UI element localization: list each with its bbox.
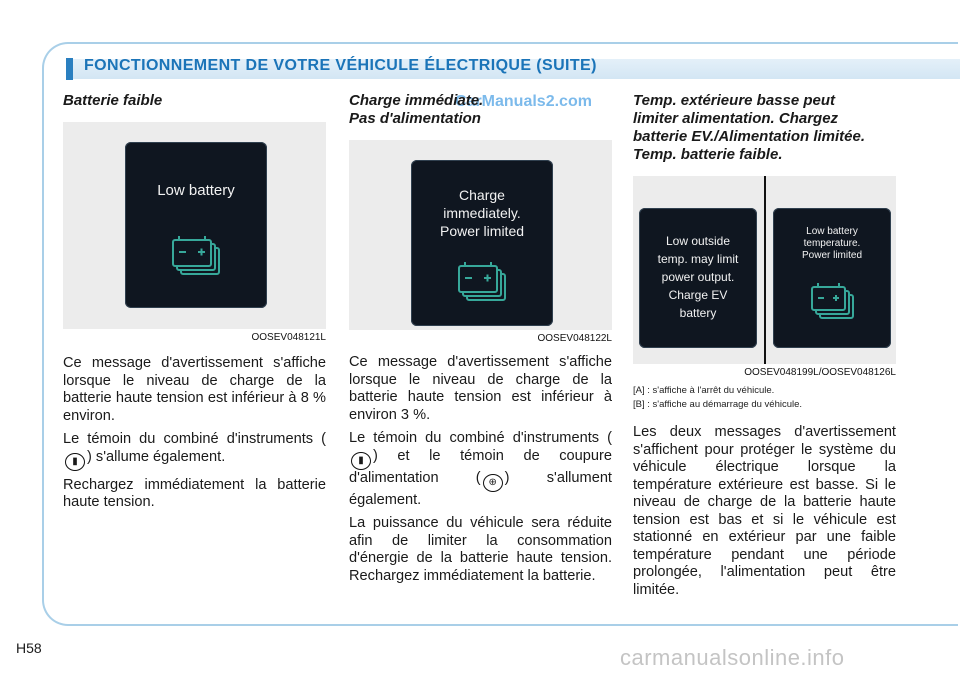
paragraph-part: ) s'allume également. (87, 448, 226, 465)
heading-line: limiter alimentation. Chargez (633, 110, 839, 127)
heading-line: Charge immédiate. (349, 92, 484, 109)
figure-code: OOSEV048199L/OOSEV048126L (744, 367, 896, 378)
battery-warning-icon (811, 282, 857, 322)
screen-text: Low battery (157, 182, 235, 199)
battery-warning-icon (171, 234, 223, 278)
paragraph: Ce message d'avertissement s'affiche lorsque le niveau de charge de la batterie haute tension est inférieur à environ 3 %. (349, 354, 612, 423)
header-accent (66, 58, 73, 80)
screen-text: temp. may limit (657, 252, 739, 266)
watermark-bottom[interactable]: carmanualsonline.info (620, 645, 845, 670)
heading-line: Temp. batterie faible. (633, 146, 783, 163)
heading-low-temp (633, 92, 896, 164)
cluster-screen (411, 160, 553, 326)
cluster-screen-b (773, 208, 891, 348)
figure-low-temp (633, 176, 896, 364)
paragraph: La puissance du véhicule sera réduite afin de limiter la consommation d'énergie de la batterie haute tension. Rechargez immédiatement la batterie. (349, 515, 612, 584)
cluster-screen (125, 142, 267, 308)
screen-text: battery (679, 306, 717, 320)
note-a: [A] : s'affiche à l'arrêt du véhicule. (633, 385, 775, 396)
screen-text: immediately. (443, 205, 521, 221)
page-number: H58 (16, 640, 42, 656)
paragraph-part: ) et le témoin de coupure d'alimentation ( (349, 447, 612, 486)
figure-low-battery (63, 122, 326, 329)
power-limited-icon: ⊕ (483, 474, 503, 492)
figure-charge-immediately (349, 140, 612, 330)
heading-line: Pas d'alimentation (349, 110, 481, 127)
note-b: [B] : s'affiche au démarrage du véhicule. (633, 399, 803, 410)
column-low-battery (63, 92, 326, 518)
screen-text: Low outside (665, 234, 731, 248)
column-low-temp (633, 92, 896, 605)
paragraph-part: Le témoin du combiné d'instruments ( (349, 430, 612, 446)
screen-text: Power limited (801, 250, 863, 261)
screen-text: power output. (661, 270, 735, 284)
heading-low-battery: Batterie faible (63, 92, 163, 109)
battery-warning-icon: ▮ (65, 453, 85, 471)
screen-text: Low battery (806, 226, 858, 237)
screen-text: temperature. (803, 238, 861, 249)
screen-text: Charge EV (668, 288, 728, 302)
battery-warning-icon (457, 260, 509, 304)
paragraph: Les deux messages d'avertissement s'affichent pour protéger le système du véhicule électrique lorsque la température extérieure est basse. Si le niveau de charge de la batterie haute tension est bas et si le véhicule est stationné en extérieur par une faible température pendant une période prolongée, l'alimentation peut être limitée. (633, 424, 896, 598)
battery-warning-icon: ▮ (351, 452, 371, 470)
paragraph: Rechargez immédiatement la batterie haute tension. (63, 476, 326, 510)
figure-code: OOSEV048122L (537, 333, 612, 344)
watermark-top[interactable]: CarManuals2.com (455, 93, 592, 110)
paragraph-part: ) s'allument également. (349, 469, 612, 508)
figure-code: OOSEV048121L (251, 332, 326, 343)
cluster-screen-a (639, 208, 757, 348)
figure-divider (764, 176, 766, 364)
paragraph: Ce message d'avertissement s'affiche lorsque le niveau de charge de la batterie haute tension est inférieur à 8 % environ. (63, 355, 326, 424)
screen-text: Charge (459, 187, 505, 203)
paragraph-part: Le témoin du combiné d'instruments ( (63, 431, 326, 447)
heading-charge-immediately (349, 92, 612, 128)
section-title: FONCTIONNEMENT DE VOTRE VÉHICULE ÉLECTRIQUE (SUITE) (84, 57, 597, 74)
screen-text: Power limited (439, 223, 525, 239)
paragraph (63, 431, 326, 471)
column-charge-immediately (349, 92, 612, 591)
heading-line: Temp. extérieure basse peut (633, 92, 836, 109)
heading-line: batterie EV./Alimentation limitée. (633, 128, 866, 145)
paragraph (349, 430, 612, 509)
